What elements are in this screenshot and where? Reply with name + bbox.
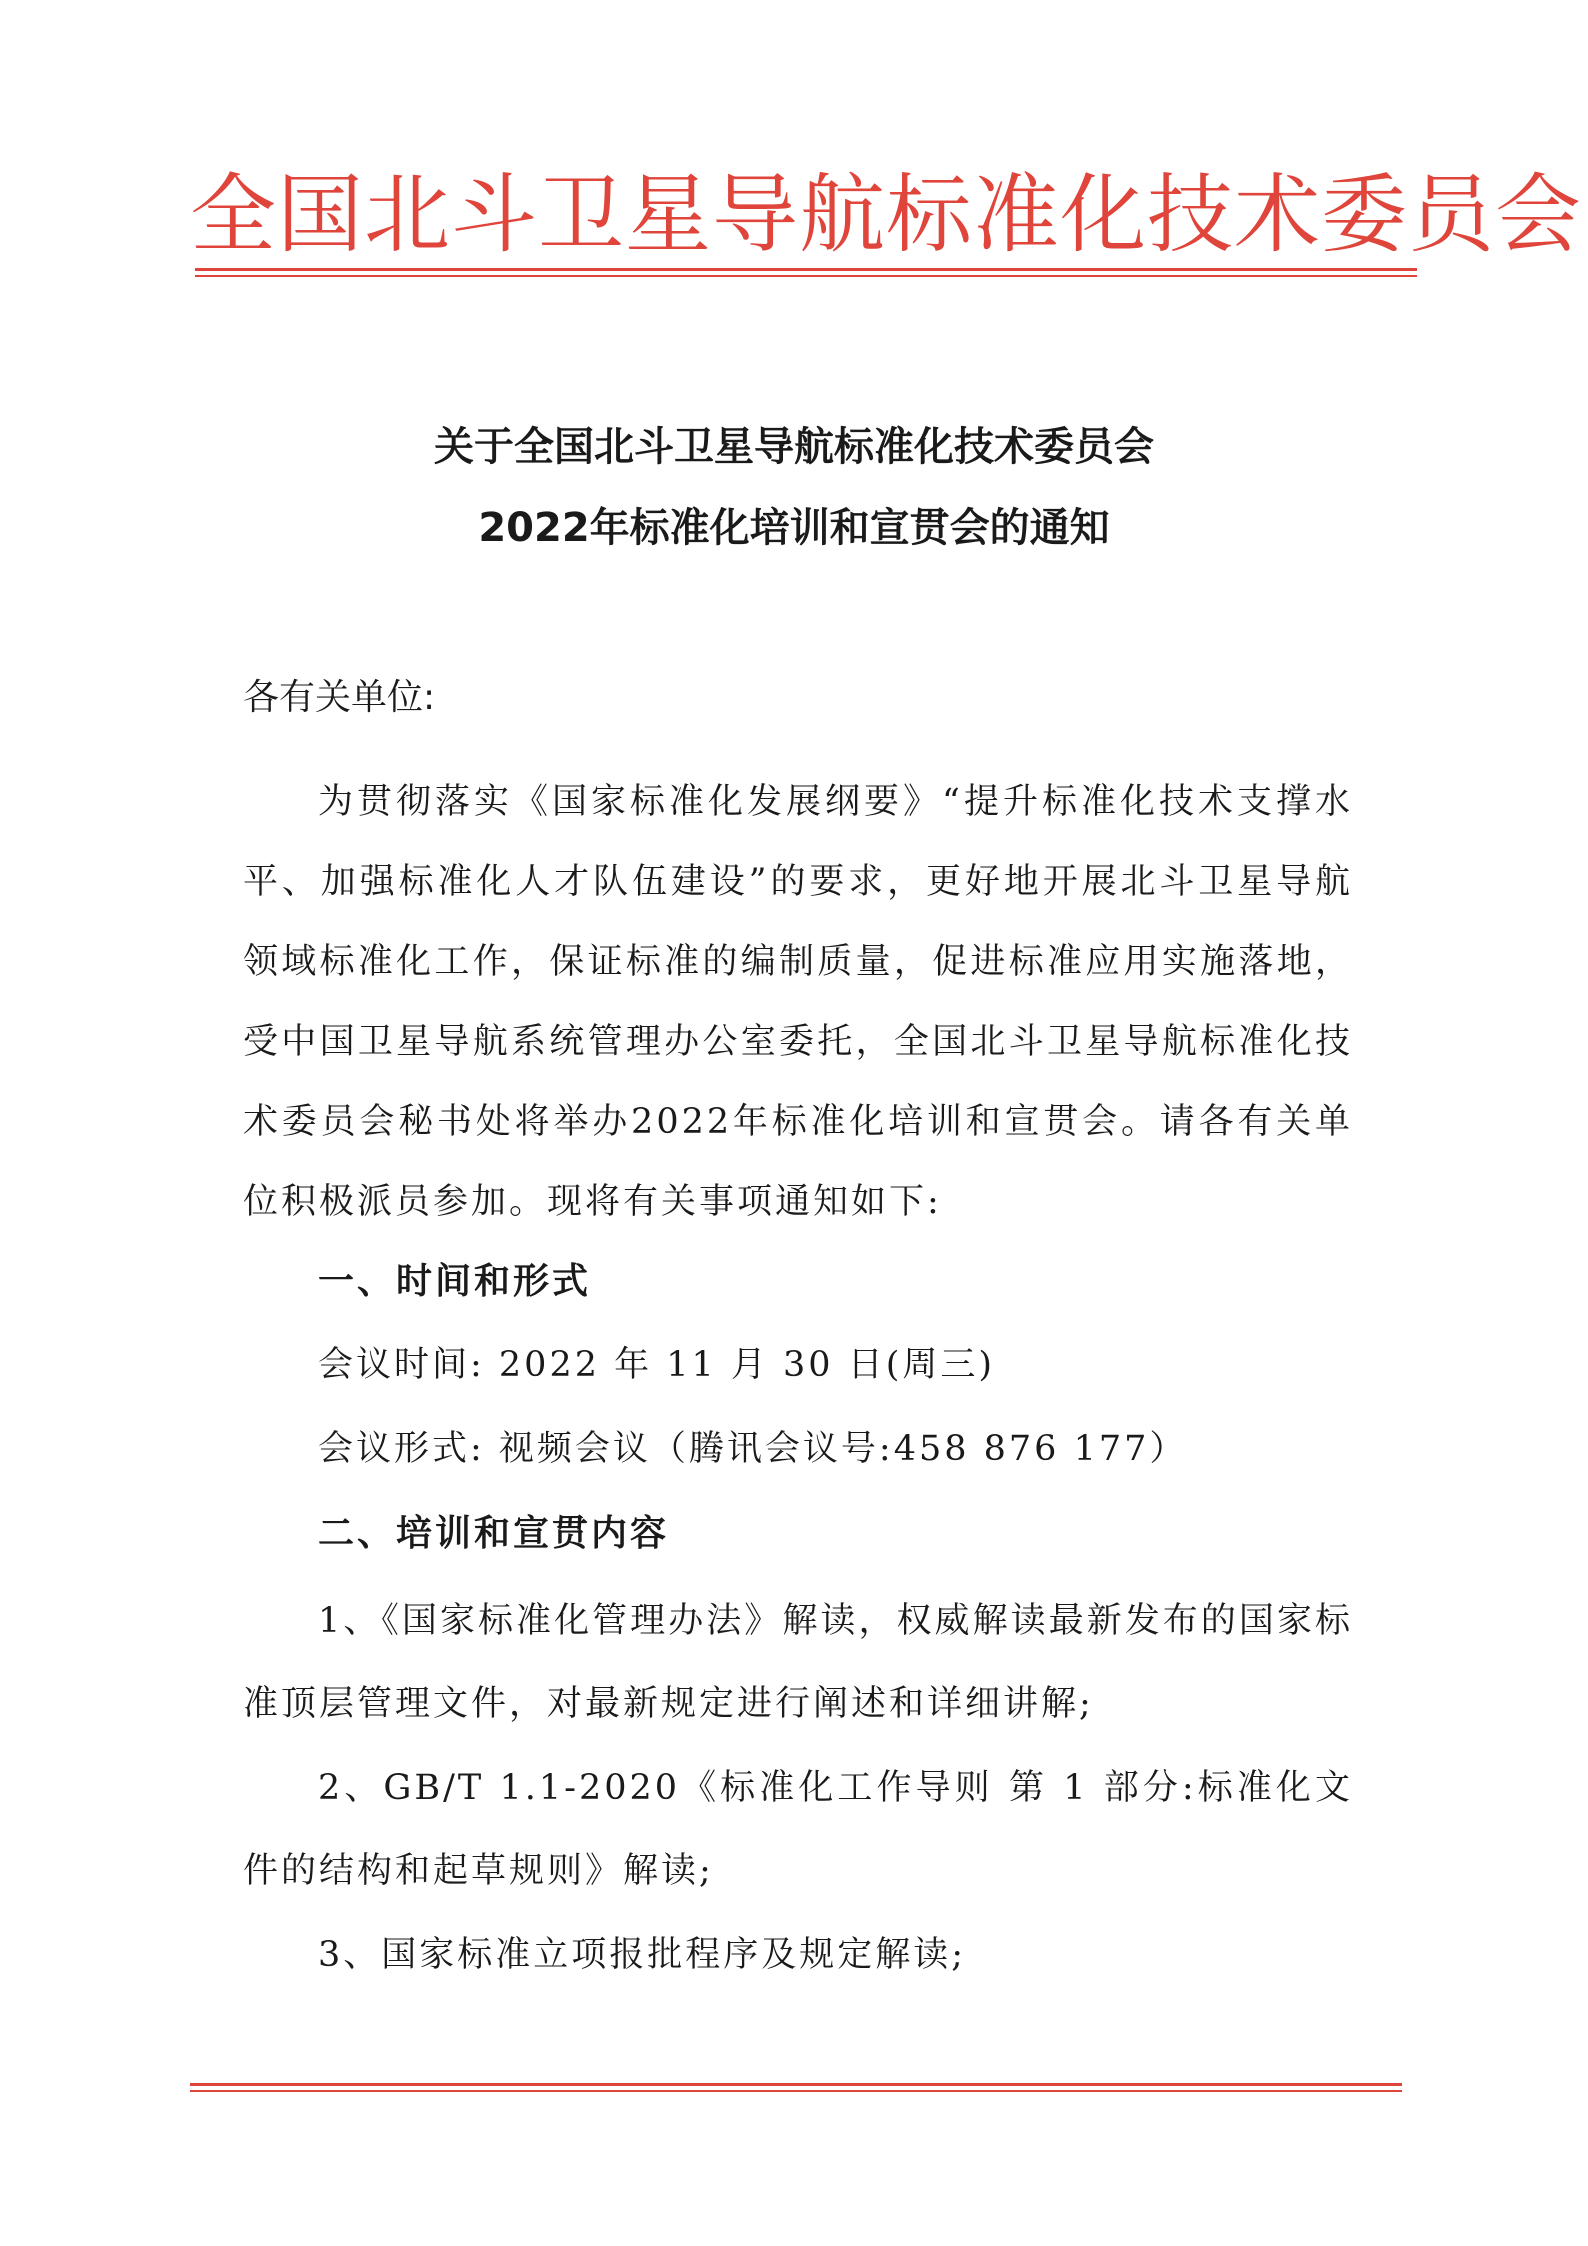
list-item: 2、GB/T 1.1-2020《标准化工作导则 第 1 部分:标准化文件的结构和起草规则》解读; — [243, 1768, 1353, 1891]
meeting-time: 会议时间: 2022 年 11 月 30 日(周三) — [318, 1345, 995, 1385]
intro-paragraph: 为贯彻落实《国家标准化发展纲要》“提升标准化技术支撑水平、加强标准化人才队伍建设”的要求，更好地开展北斗卫星导航领域标准化工作，保证标准的编制质量，促进标准应用实施落地，受中国卫星导航系统管理办公室委托，全国北斗卫星导航标准化技术委员会秘书处将举办2022年标准化培训和宣贯会。请各有关单位积极派员参加。现将有关事项通知如下: — [243, 782, 1353, 1222]
letterhead-title: 全国北斗卫星导航标准化技术委员会 — [190, 165, 1582, 265]
notice-title-line-1: 关于全国北斗卫星导航标准化技术委员会 — [434, 424, 1154, 470]
notice-title-line-2: 2022年标准化培训和宣贯会的通知 — [478, 505, 1110, 551]
footer-divider — [190, 2083, 1402, 2092]
list-item: 3、国家标准立项报批程序及规定解读; — [318, 1935, 967, 1975]
list-item: 1、《国家标准化管理办法》解读，权威解读最新发布的国家标准顶层管理文件，对最新规定进行阐述和详细讲解; — [243, 1601, 1353, 1724]
section-heading-training-content: 二、培训和宣贯内容 — [318, 1513, 670, 1554]
section-heading-time-and-format: 一、时间和形式 — [318, 1261, 592, 1302]
meeting-format: 会议形式: 视频会议（腾讯会议号:458 876 177） — [318, 1429, 1188, 1469]
salutation: 各有关单位: — [243, 677, 436, 718]
letterhead-divider — [195, 268, 1417, 277]
